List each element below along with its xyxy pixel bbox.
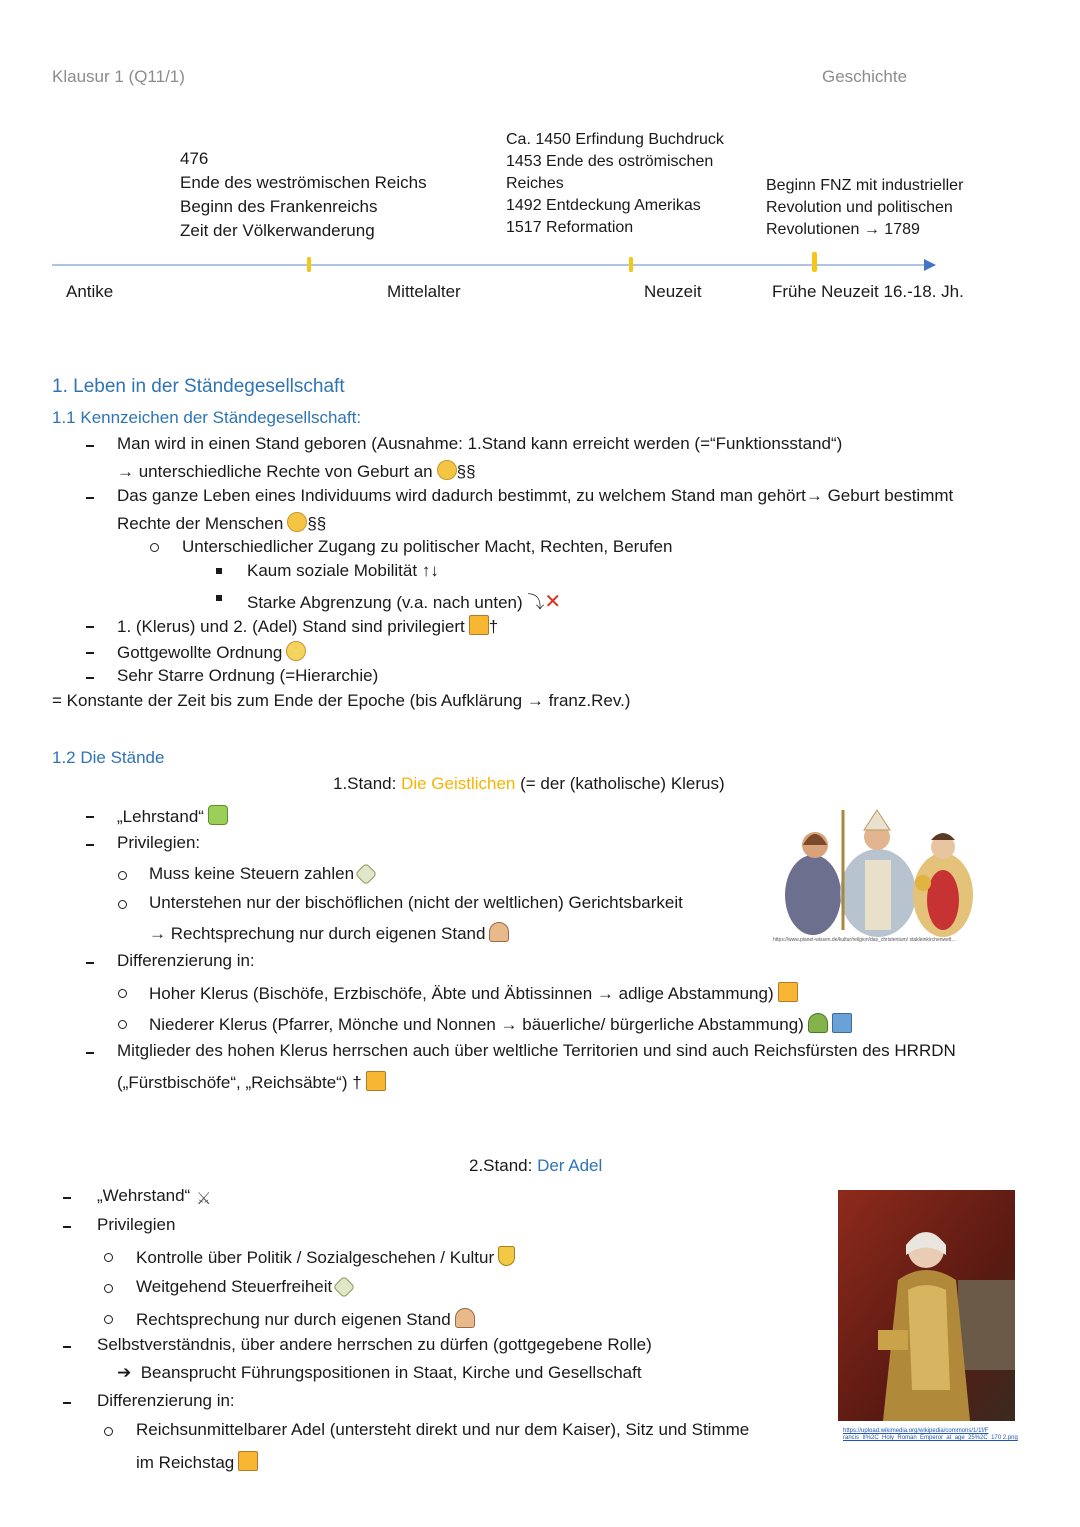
circle-bullet bbox=[118, 1020, 127, 1029]
document-subject-label: Geschichte bbox=[822, 67, 908, 86]
scroll-icon bbox=[355, 863, 378, 886]
angel-face-icon bbox=[286, 641, 306, 661]
circle-bullet bbox=[118, 989, 127, 998]
factory-icon bbox=[832, 1013, 852, 1033]
text-line: Sehr Starre Ordnung (=Hierarchie) bbox=[117, 666, 379, 685]
text-line: Gottgewollte Ordnung bbox=[117, 641, 306, 663]
dash-bullet bbox=[86, 677, 94, 679]
emperor-image-source[interactable]: https://upload.wikimedia.org/wikipedia/commons/1/1f/F rancis_II%2C_Holy_Roman_Emperor_at_age_25%2C_170 2.png bbox=[843, 1428, 1018, 1441]
stand1-heading: 1.Stand: Die Geistlichen (= der (katholische) Klerus) bbox=[333, 774, 725, 793]
circle-bullet bbox=[118, 900, 127, 909]
dash-bullet bbox=[63, 1197, 71, 1199]
dash-bullet bbox=[86, 652, 94, 654]
text-line: Niederer Klerus (Pfarrer, Mönche und Nonnen → bäuerliche/ bürgerliche Abstammung) bbox=[149, 1013, 852, 1035]
epoch-mittelalter: Mittelalter bbox=[387, 282, 461, 301]
timeline-axis bbox=[50, 252, 940, 278]
teacher-icon bbox=[208, 805, 228, 825]
timeline-event-1450: Ca. 1450 Erfindung Buchdruck 1453 Ende des oströmischen Reiches 1492 Entdeckung Amerikas 1517 Reformation bbox=[506, 131, 724, 236]
text-line: Das ganze Leben eines Individuums wird dadurch bestimmt, zu welchem Stand man gehört→ Geburt bestimmt bbox=[117, 486, 954, 505]
timeline-marker-1450 bbox=[629, 257, 633, 272]
timeline-event-fnz: Beginn FNZ mit industrieller Revolution und politischen Revolutionen → 1789 bbox=[766, 177, 964, 238]
circle-bullet bbox=[150, 543, 159, 552]
square-bullet bbox=[216, 568, 222, 574]
text-line: Differenzierung in: bbox=[97, 1391, 235, 1410]
dash-bullet bbox=[86, 1052, 94, 1054]
timeline-event-476: 476 Ende des weströmischen Reichs Beginn des Frankenreichs Zeit der Völkerwanderung bbox=[180, 149, 427, 240]
text-line: Privilegien: bbox=[117, 833, 201, 852]
circle-bullet bbox=[104, 1284, 113, 1293]
text-line: Weitgehend Steuerfreiheit bbox=[136, 1277, 352, 1297]
circle-bullet bbox=[104, 1315, 113, 1324]
dash-bullet bbox=[63, 1226, 71, 1228]
dash-bullet bbox=[63, 1346, 71, 1348]
text-line: ➔ Beansprucht Führungspositionen in Staat, Kirche und Gesellschaft bbox=[117, 1363, 642, 1382]
text-line: („Fürstbischöfe“, „Reichsäbte“) † bbox=[117, 1071, 386, 1093]
farmer-icon bbox=[808, 1013, 828, 1033]
judge-icon bbox=[489, 922, 509, 942]
text-line: Kaum soziale Mobilität ↑↓ bbox=[247, 561, 439, 580]
text-line: Selbstverständnis, über andere herrschen zu dürfen (gottgegebene Rolle) bbox=[97, 1335, 652, 1354]
circle-bullet bbox=[118, 871, 127, 880]
circle-bullet bbox=[104, 1427, 113, 1436]
text-line: Reichsunmittelbarer Adel (untersteht direkt und nur dem Kaiser), Sitz und Stimme bbox=[136, 1420, 750, 1439]
text-line: Unterstehen nur der bischöflichen (nicht der weltlichen) Gerichtsbarkeit bbox=[149, 893, 683, 912]
text-line: Kontrolle über Politik / Sozialgeschehen / Kultur bbox=[136, 1246, 515, 1268]
text-line: Privilegien bbox=[97, 1215, 176, 1234]
text-line: = Konstante der Zeit bis zum Ende der Epoche (bis Aufklärung → franz.Rev.) bbox=[52, 691, 631, 710]
text-line: „Wehrstand“ ⚔ bbox=[97, 1186, 212, 1208]
dash-bullet bbox=[63, 1402, 71, 1404]
crossed-swords-icon: ⚔ bbox=[196, 1189, 212, 1208]
dash-bullet bbox=[86, 816, 94, 818]
section-heading-staendegesellschaft: 1. Leben in der Ständegesellschaft bbox=[52, 376, 345, 397]
text-line: „Lehrstand“ bbox=[117, 805, 228, 827]
judge-icon bbox=[455, 1308, 475, 1328]
text-line: Unterschiedlicher Zugang zu politischer Macht, Rechten, Berufen bbox=[182, 537, 673, 556]
crown-icon bbox=[366, 1071, 386, 1091]
crown-icon bbox=[238, 1451, 258, 1471]
cross-mark-icon: ✕ bbox=[544, 591, 562, 613]
circle-bullet bbox=[104, 1253, 113, 1262]
stand2-heading: 2.Stand: Der Adel bbox=[469, 1156, 603, 1175]
epoch-neuzeit: Neuzeit bbox=[644, 282, 702, 301]
timeline-marker-fnz bbox=[812, 252, 817, 272]
timeline-marker-476 bbox=[307, 257, 311, 272]
baby-face-icon bbox=[437, 460, 457, 480]
text-line: Hoher Klerus (Bischöfe, Erzbischöfe, Äbte und Äbtissinnen → adlige Abstammung) bbox=[149, 982, 798, 1004]
dash-bullet bbox=[86, 497, 94, 499]
text-line: im Reichstag bbox=[136, 1451, 258, 1473]
document-course-label: Klausur 1 (Q11/1) bbox=[52, 67, 185, 86]
text-line: Differenzierung in: bbox=[117, 951, 255, 970]
epoch-antike: Antike bbox=[66, 282, 114, 301]
text-line: Rechte der Menschen §§ bbox=[117, 514, 327, 533]
epoch-fruehe-neuzeit: Frühe Neuzeit 16.-18. Jh. bbox=[772, 282, 964, 301]
subheading-staende: 1.2 Die Stände bbox=[52, 748, 165, 767]
text-line: Mitglieder des hohen Klerus herrschen auch über weltliche Territorien und sind auch Reichsfürsten des HRRDN bbox=[117, 1041, 956, 1060]
dash-bullet bbox=[86, 445, 94, 447]
subheading-kennzeichen: 1.1 Kennzeichen der Ständegesellschaft: bbox=[52, 408, 362, 427]
emperor-portrait bbox=[838, 1190, 1015, 1421]
dash-bullet bbox=[86, 626, 94, 628]
crown-icon bbox=[469, 615, 489, 635]
clergy-illustration bbox=[773, 805, 983, 937]
dash-bullet bbox=[86, 844, 94, 846]
text-line: Muss keine Steuern zahlen bbox=[149, 864, 374, 884]
dash-bullet bbox=[86, 962, 94, 964]
text-line: Man wird in einen Stand geboren (Ausnahme: 1.Stand kann erreicht werden (=“Funktionsstand“) bbox=[117, 434, 843, 453]
crown-icon bbox=[778, 982, 798, 1002]
text-line: Rechtsprechung nur durch eigenen Stand bbox=[136, 1308, 475, 1330]
shield-icon bbox=[498, 1246, 515, 1266]
clergy-image-source: https://www.planet-wissen.de/kultur/religion/das_christentum/ stakleinkirchenwelt... bbox=[773, 937, 956, 943]
text-line: → Rechtsprechung nur durch eigenen Stand bbox=[149, 922, 509, 944]
text-line: → unterschiedliche Rechte von Geburt an §§ bbox=[117, 462, 476, 481]
square-bullet bbox=[216, 595, 222, 601]
timeline-arrowhead bbox=[924, 259, 936, 271]
baby-face-icon bbox=[287, 512, 307, 532]
text-line: Starke Abgrenzung (v.a. nach unten) ⤵✕ bbox=[247, 591, 562, 613]
text-line: 1. (Klerus) und 2. (Adel) Stand sind privilegiert † bbox=[117, 617, 499, 636]
scroll-icon bbox=[333, 1276, 356, 1299]
